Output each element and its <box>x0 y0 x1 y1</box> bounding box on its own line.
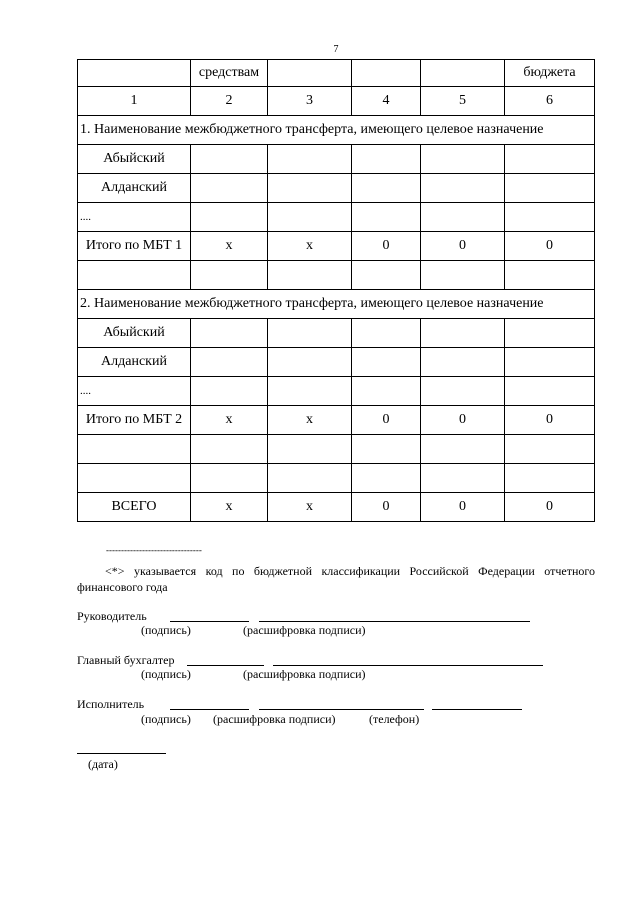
transfer-table <box>77 59 595 522</box>
total-cell: x <box>268 406 352 435</box>
accountant-name-caption: (расшифровка подписи) <box>243 667 366 681</box>
total-cell: 0 <box>421 232 505 261</box>
executor-signature-caption: (подпись) <box>141 712 191 726</box>
empty-row <box>78 464 595 493</box>
section2-title: 2. Наименование межбюджетного трансферта, имеющего целевое назначение <box>78 290 595 319</box>
column-number: 2 <box>191 87 268 116</box>
executor-phone-caption: (телефон) <box>369 712 420 726</box>
column-number: 3 <box>268 87 352 116</box>
executor-name-line <box>259 709 424 710</box>
head-label: Руководитель <box>77 609 147 623</box>
region-name: .... <box>78 203 191 232</box>
accountant-label: Главный бухгалтер <box>77 653 175 667</box>
accountant-signature-line <box>187 665 264 666</box>
executor-phone-line <box>432 709 522 710</box>
table-header-row <box>78 60 595 87</box>
grand-total-cell: x <box>268 493 352 522</box>
table-row <box>78 319 595 348</box>
total-cell: x <box>191 232 268 261</box>
page-number: 7 <box>333 44 339 55</box>
grand-total-cell: 0 <box>505 493 595 522</box>
executor-signature-line <box>170 709 249 710</box>
region-name: Абыйский <box>78 145 191 174</box>
section-title-row <box>78 116 595 145</box>
header-cell: бюджета <box>505 60 595 87</box>
total-label: Итого по МБТ 2 <box>78 406 191 435</box>
region-name: Алданский <box>78 174 191 203</box>
grand-total-label: ВСЕГО <box>78 493 191 522</box>
table-row <box>78 377 595 406</box>
section-title-row <box>78 290 595 319</box>
header-cell: средствам <box>191 60 268 87</box>
head-name-caption: (расшифровка подписи) <box>243 623 366 637</box>
region-name: .... <box>78 377 191 406</box>
grand-total-cell: x <box>191 493 268 522</box>
head-name-line <box>259 621 530 622</box>
total-cell: 0 <box>505 232 595 261</box>
header-cell <box>352 60 421 87</box>
total-cell: 0 <box>505 406 595 435</box>
empty-row <box>78 435 595 464</box>
section1-title: 1. Наименование межбюджетного трансферта, имеющего целевое назначение <box>78 116 595 145</box>
total-cell: x <box>268 232 352 261</box>
header-cell <box>78 60 191 87</box>
head-signature-line <box>170 621 249 622</box>
region-name: Абыйский <box>78 319 191 348</box>
footnote-text: <*> указывается код по бюджетной классификации Российской Федерации отчетного финансового года <box>77 564 595 594</box>
accountant-signature-caption: (подпись) <box>141 667 191 681</box>
column-number-row <box>78 87 595 116</box>
total-row <box>78 232 595 261</box>
head-signature-caption: (подпись) <box>141 623 191 637</box>
table-row <box>78 145 595 174</box>
header-cell <box>268 60 352 87</box>
total-cell: 0 <box>421 406 505 435</box>
region-name: Алданский <box>78 348 191 377</box>
column-number: 6 <box>505 87 595 116</box>
grand-total-row <box>78 493 595 522</box>
table-row <box>78 348 595 377</box>
total-cell: x <box>191 406 268 435</box>
total-cell: 0 <box>352 406 421 435</box>
grand-total-cell: 0 <box>352 493 421 522</box>
empty-row <box>78 261 595 290</box>
total-row <box>78 406 595 435</box>
header-cell <box>421 60 505 87</box>
total-label: Итого по МБТ 1 <box>78 232 191 261</box>
footnote <box>77 563 595 595</box>
date-line <box>77 753 166 754</box>
column-number: 4 <box>352 87 421 116</box>
column-number: 1 <box>78 87 191 116</box>
executor-label: Исполнитель <box>77 697 145 711</box>
footnote-separator: -------------------------------- <box>106 545 202 555</box>
accountant-name-line <box>273 665 543 666</box>
table-row <box>78 203 595 232</box>
date-caption: (дата) <box>88 757 118 771</box>
executor-name-caption: (расшифровка подписи) <box>213 712 336 726</box>
table-row <box>78 174 595 203</box>
grand-total-cell: 0 <box>421 493 505 522</box>
total-cell: 0 <box>352 232 421 261</box>
column-number: 5 <box>421 87 505 116</box>
